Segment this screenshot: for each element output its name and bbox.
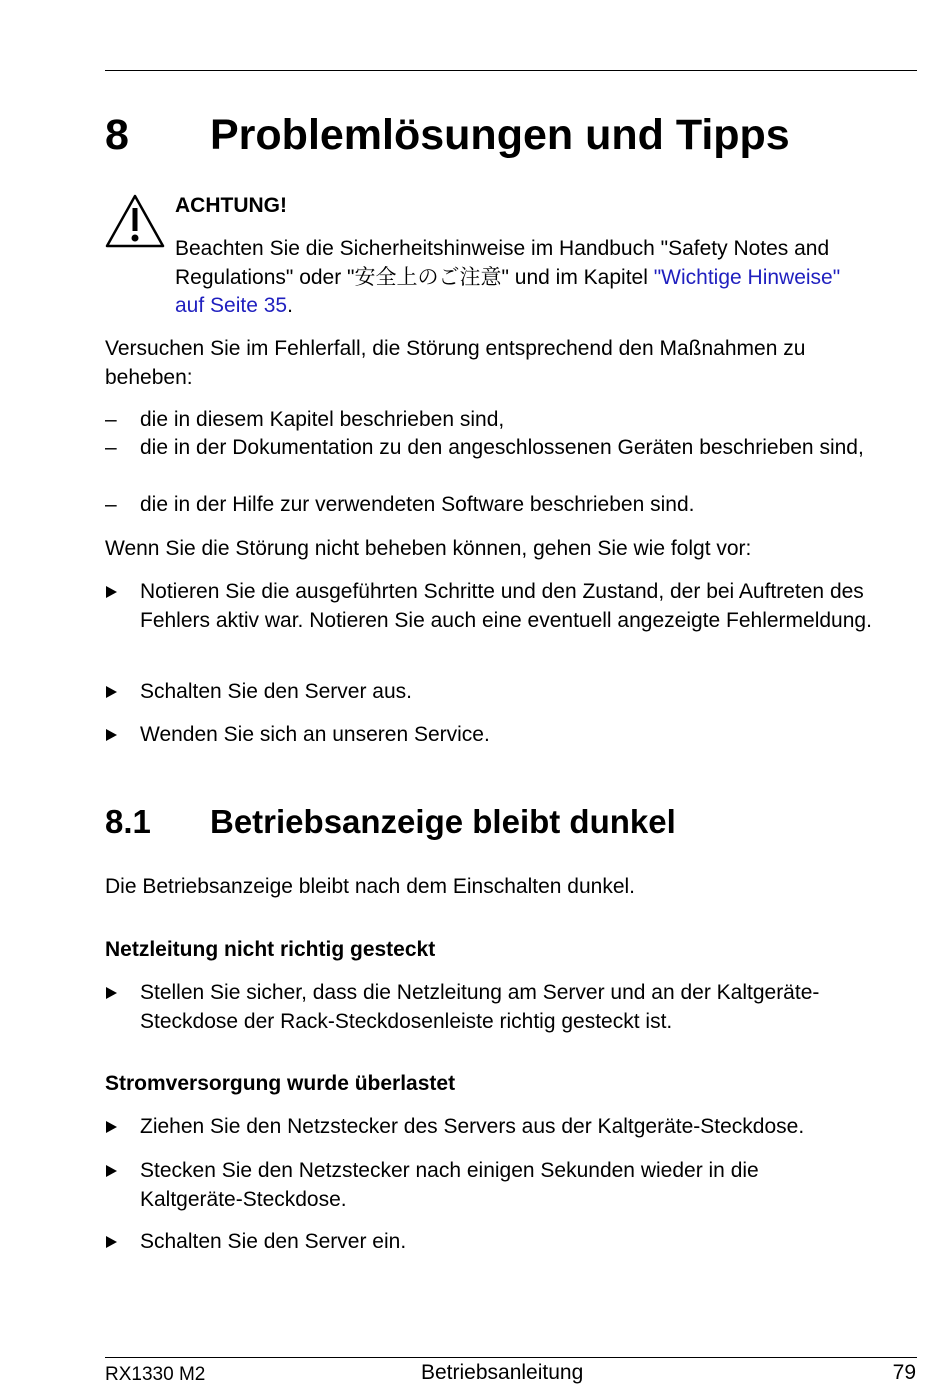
- warning-heading: ACHTUNG!: [175, 194, 287, 217]
- footer-rule: [105, 1357, 917, 1358]
- warning-line-3: [175, 292, 920, 321]
- list-item: die in diesem Kapitel beschrieben sind,: [140, 408, 505, 431]
- step-arrow-icon: [106, 686, 117, 698]
- warning-line-1: Beachten Sie die Sicherheitshinweise im Handbuch "Safety Notes and: [175, 237, 830, 260]
- step-item: Schalten Sie den Server aus.: [140, 680, 412, 703]
- step-item: Schalten Sie den Server ein.: [140, 1230, 407, 1253]
- section-paragraph: Die Betriebsanzeige bleibt nach dem Einschalten dunkel.: [105, 875, 635, 898]
- step-item: Notieren Sie die ausgeführten Schritte und den Zustand, der bei Auftreten des Fehlers aktiv war. Notieren Sie auch eine eventuell angezeigte Fehlermeldung.: [140, 580, 872, 632]
- chapter-number: 8: [105, 111, 129, 159]
- section-number: 8.1: [105, 803, 151, 840]
- step-item: Ziehen Sie den Netzstecker des Servers aus der Kaltgeräte-Steckdose.: [140, 1115, 805, 1138]
- safety-notes-link[interactable]: "Wichtige Hinweise": [653, 265, 841, 289]
- step-item: Stellen Sie sicher, dass die Netzleitung am Server und an der Kaltgeräte-Steckdose der Rack-Steckdosenleiste richtig gesteckt ist.: [140, 981, 820, 1033]
- header-rule: [105, 70, 917, 71]
- step-item: Stecken Sie den Netzstecker nach einigen Sekunden wieder in die Kaltgeräte-Steckdose.: [140, 1159, 759, 1211]
- footer-doc-title: Betriebsanleitung: [421, 1361, 584, 1384]
- footer-model: RX1330 M2: [105, 1364, 206, 1385]
- page-number: 79: [892, 1361, 916, 1384]
- step-arrow-icon: [106, 1165, 117, 1177]
- procedure-paragraph: Wenn Sie die Störung nicht beheben können, gehen Sie wie folgt vor:: [105, 537, 752, 560]
- step-arrow-icon: [106, 729, 117, 741]
- page-reference-link[interactable]: auf Seite 35: [175, 294, 288, 317]
- step-arrow-icon: [106, 1121, 117, 1133]
- list-item: die in der Dokumentation zu den angeschlossenen Geräten beschrieben sind,: [140, 436, 864, 459]
- warning-line-3-end: .: [287, 294, 293, 317]
- subsection-heading: Netzleitung nicht richtig gesteckt: [105, 938, 436, 961]
- warning-text: [175, 235, 920, 321]
- chapter-title: Problemlösungen und Tipps: [210, 111, 790, 159]
- list-item: die in der Hilfe zur verwendeten Software beschrieben sind.: [140, 493, 695, 516]
- step-arrow-icon: [106, 987, 117, 999]
- step-arrow-icon: [106, 1236, 117, 1248]
- warning-triangle-icon: [104, 193, 166, 249]
- step-item: Wenden Sie sich an unseren Service.: [140, 723, 490, 746]
- dash-marker: –: [105, 408, 117, 431]
- subsection-heading: Stromversorgung wurde überlastet: [105, 1072, 456, 1095]
- warning-line-2: [175, 264, 920, 293]
- dash-marker: –: [105, 436, 117, 459]
- intro-paragraph: Versuchen Sie im Fehlerfall, die Störung entsprechend den Maßnahmen zu beheben:: [105, 337, 806, 389]
- dash-marker: –: [105, 493, 117, 516]
- warning-line-2-text: Regulations" oder "安全上のご注意" und im Kapitel: [175, 265, 654, 289]
- section-title: Betriebsanzeige bleibt dunkel: [210, 803, 676, 840]
- step-arrow-icon: [106, 586, 117, 598]
